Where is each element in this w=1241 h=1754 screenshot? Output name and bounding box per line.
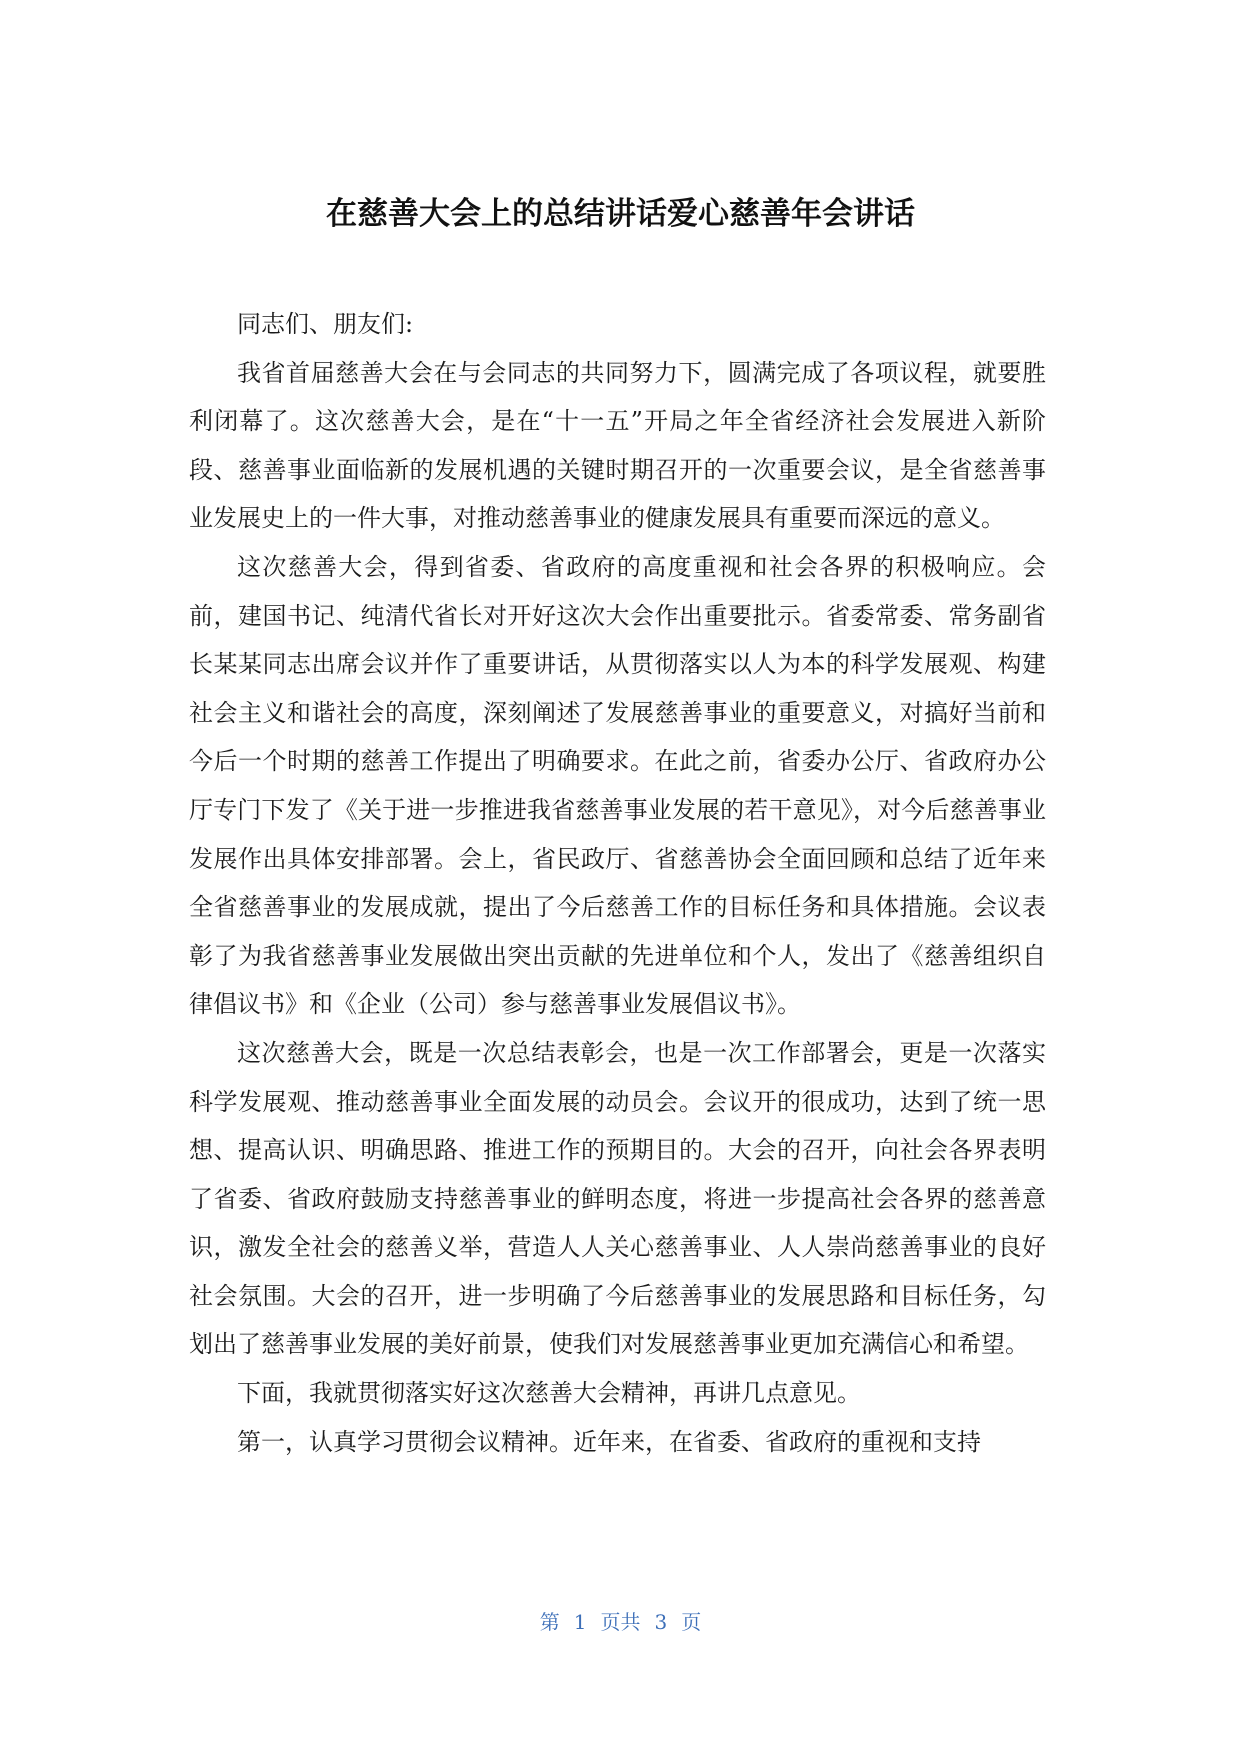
footer-current-page: 1	[573, 1610, 587, 1634]
paragraph-1: 我省首届慈善大会在与会同志的共同努力下，圆满完成了各项议程，就要胜利闭幕了。这次慈善大会，是在“十一五”开局之年全省经济社会发展进入新阶段、慈善事业面临新的发展机遇的关键时期召开的一次重要会议，是全省慈善事业发展史上的一件大事，对推动慈善事业的健康发展具有重要而深远的意义。	[189, 358, 1046, 533]
footer-prefix: 第	[539, 1610, 560, 1634]
footer-middle: 页共	[600, 1610, 641, 1634]
document-title: 在慈善大会上的总结讲话爱心慈善年会讲话	[326, 196, 915, 232]
paragraph-5: 第一，认真学习贯彻会议精神。近年来，在省委、省政府的重视和支持	[237, 1427, 981, 1456]
page-number-footer	[0, 1606, 1241, 1635]
footer-suffix: 页	[681, 1610, 702, 1634]
paragraph-4: 下面，我就贯彻落实好这次慈善大会精神，再讲几点意见。	[237, 1379, 861, 1408]
footer-total-pages: 3	[654, 1610, 668, 1634]
paragraph-salutation: 同志们、朋友们:	[237, 310, 414, 338]
document-body	[189, 300, 1046, 1466]
paragraph-2: 这次慈善大会，得到省委、省政府的高度重视和社会各界的积极响应。会前，建国书记、纯清代省长对开好这次大会作出重要批示。省委常委、常务副省长某某同志出席会议并作了重要讲话，从贯彻落实以人为本的科学发展观、构建社会主义和谐社会的高度，深刻阐述了发展慈善事业的重要意义，对搞好当前和今后一个时期的慈善工作提出了明确要求。在此之前，省委办公厅、省政府办公厅专门下发了《关于进一步推进我省慈善事业发展的若干意见》，对今后慈善事业发展作出具体安排部署。会上，省民政厅、省慈善协会全面回顾和总结了近年来全省慈善事业的发展成就，提出了今后慈善工作的目标任务和具体措施。会议表彰了为我省慈善事业发展做出突出贡献的先进单位和个人，发出了《慈善组织自律倡议书》和《企业（公司）参与慈善事业发展倡议书》。	[189, 552, 1046, 1019]
paragraph-3: 这次慈善大会，既是一次总结表彰会，也是一次工作部署会，更是一次落实科学发展观、推动慈善事业全面发展的动员会。会议开的很成功，达到了统一思想、提高认识、明确思路、推进工作的预期目的。大会的召开，向社会各界表明了省委、省政府鼓励支持慈善事业的鲜明态度，将进一步提高社会各界的慈善意识，激发全社会的慈善义举，营造人人关心慈善事业、人人崇尚慈善事业的良好社会氛围。大会的召开，进一步明确了今后慈善事业的发展思路和目标任务，勾划出了慈善事业发展的美好前景，使我们对发展慈善事业更加充满信心和希望。	[189, 1038, 1046, 1359]
